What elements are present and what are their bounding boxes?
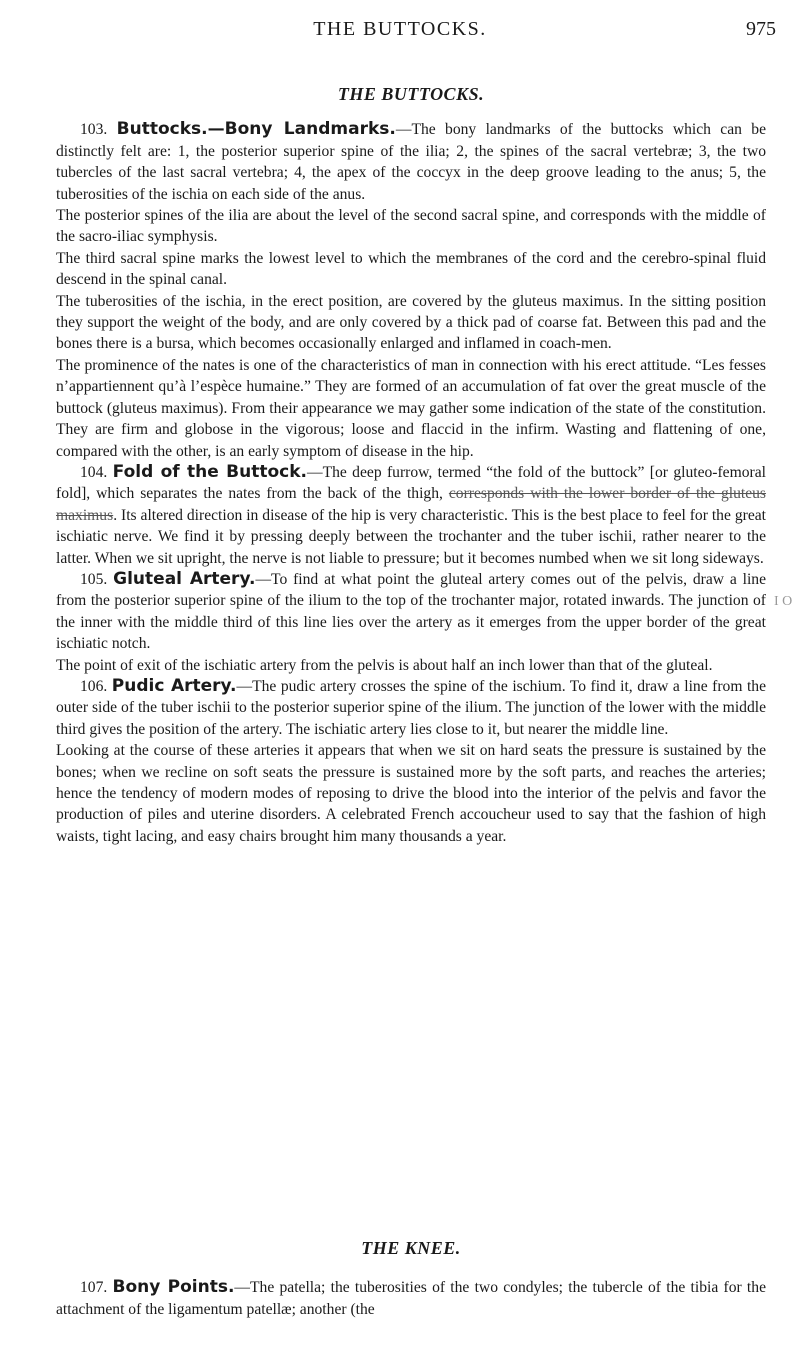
running-title: THE BUTTOCKS.: [313, 18, 487, 40]
section-title-buttocks: THE BUTTOCKS.: [337, 84, 485, 104]
struck-text: corresponds with the lower border of the gluteus maximus: [56, 485, 767, 524]
paragraph-looking: Looking at the course of these arteries it appears that when we sit on hard seats the pressure is sustained by the bones; when we recline on soft seats the pressure is sustained more by the soft parts, and reaches the arteries; hence the tendency of modern modes of reposing to drive the blood into the interior of the pelvis and favor the production of piles and uterine disorders. A celebrated French accoucheur used to say that the fashion of high waists, tight lacing, and easy chairs brought him many thousands a year.: [56, 742, 766, 845]
paragraph-ilia: The posterior spines of the ilia are about the level of the second sacral spine, and corresponds with the middle of the sacro-iliac symphysis.: [56, 207, 766, 246]
paragraph-105: [56, 569, 766, 655]
paragraph-text: —To find at what point the gluteal artery comes out of the pelvis, draw a line from the posterior superior spine of the ilium to the top of the trochanter major, rotated inwards. The junction of the inner with the middle third of this line lies over the artery as it emerges from the upper border of the great ischiatic notch.: [56, 570, 767, 653]
paragraph-number: 107.: [80, 1279, 108, 1297]
paragraph-third-sacral: The third sacral spine marks the lowest level to which the membranes of the cord and the cerebro-spinal fluid descend in the spinal canal.: [56, 249, 766, 289]
paragraph-text: —The pudic artery crosses the spine of the ischium. To find it, draw a line from the outer side of the tuber ischii to the posterior superior spine of the ilium. The junction of the lower with the middle third gives the position of the artery. The ischiatic artery lies close to it, but nearer the middle line.: [56, 677, 766, 738]
paragraph-heading: Buttocks.—Bony Landmarks.: [116, 119, 396, 140]
running-head: [0, 18, 800, 58]
paragraph-text: —The patella; the tuberosities of the two condyles; the tubercle of the tibia for the attachment of the ligamentum patellæ; another (the: [56, 1279, 766, 1318]
paragraph-text: —The deep furrow, termed “the fold of the buttock” [or gluteo-femoral fold], which separates the nates from the back of the thigh,: [56, 463, 766, 503]
paragraph-number: 104.: [80, 463, 108, 481]
paragraph-number: 103.: [80, 121, 108, 139]
paragraph-prominence: The prominence of the nates is one of the characteristics of man in connection with his erect attitude. “Les fesses n’appartiennent qu’à l’espèce humaine.” They are formed of an accumulation of fat over the great muscle of the buttock (gluteus maximus). From their appearance we may gather some indication of the state of the constitution. They are firm and globose in the vigorous; loose and flaccid in the infirm. Wasting and flattening of one, compared with the other, is an early symptom of disease in the hip.: [56, 356, 766, 460]
paragraph-ischiatic: The point of exit of the ischiatic artery from the pelvis is about half an inch lower than that of the gluteal.: [56, 656, 713, 674]
paragraph-103: [56, 119, 766, 205]
paragraph-number: 105.: [80, 570, 108, 588]
paragraph-heading: Gluteal Artery.: [113, 568, 256, 589]
section-title-knee: THE KNEE.: [361, 1238, 461, 1258]
paragraph-heading: Pudic Artery.: [111, 675, 237, 696]
paragraph-text: . Its altered direction in disease of the hip is very characteristic. This is the best place to feel for the great ischiatic nerve. We find it by pressing deeply between the trochanter and the tuber ischii, rather nearer to the latter. When we sit upright, the nerve is not liable to pressure; but it becomes numbed when we sit long sideways.: [56, 506, 766, 567]
paragraph-text: —The bony landmarks of the buttocks which can be distinctly felt are: 1, the posterior superior spine of the ilia; 2, the spines of the sacral vertebræ; 3, the two tubercles of the last sacral vertebra; 4, the apex of the coccyx in the deep groove leading to the anus; 5, the tuberosities of the ischia on each side of the anus.: [56, 121, 766, 203]
paragraph-heading: Bony Points.: [112, 1277, 235, 1298]
paragraph-106: [56, 676, 766, 740]
paragraph-104: [56, 462, 766, 569]
section-buttocks: [56, 84, 766, 847]
paragraph-heading: Fold of the Buttock.: [112, 461, 307, 482]
paragraph-number: 106.: [80, 677, 108, 695]
margin-note: I O: [774, 594, 793, 609]
section-knee: [56, 1238, 766, 1320]
page-number: 975: [746, 18, 776, 40]
paragraph-107: [56, 1277, 766, 1320]
paragraph-tuberosities: The tuberosities of the ischia, in the erect position, are covered by the gluteus maximus. In the sitting position they support the weight of the body, and are only covered by a thick pad of coarse fat. Between this pad and the bones there is a bursa, which becomes occasionally enlarged and inflamed in coach-men.: [56, 292, 766, 353]
